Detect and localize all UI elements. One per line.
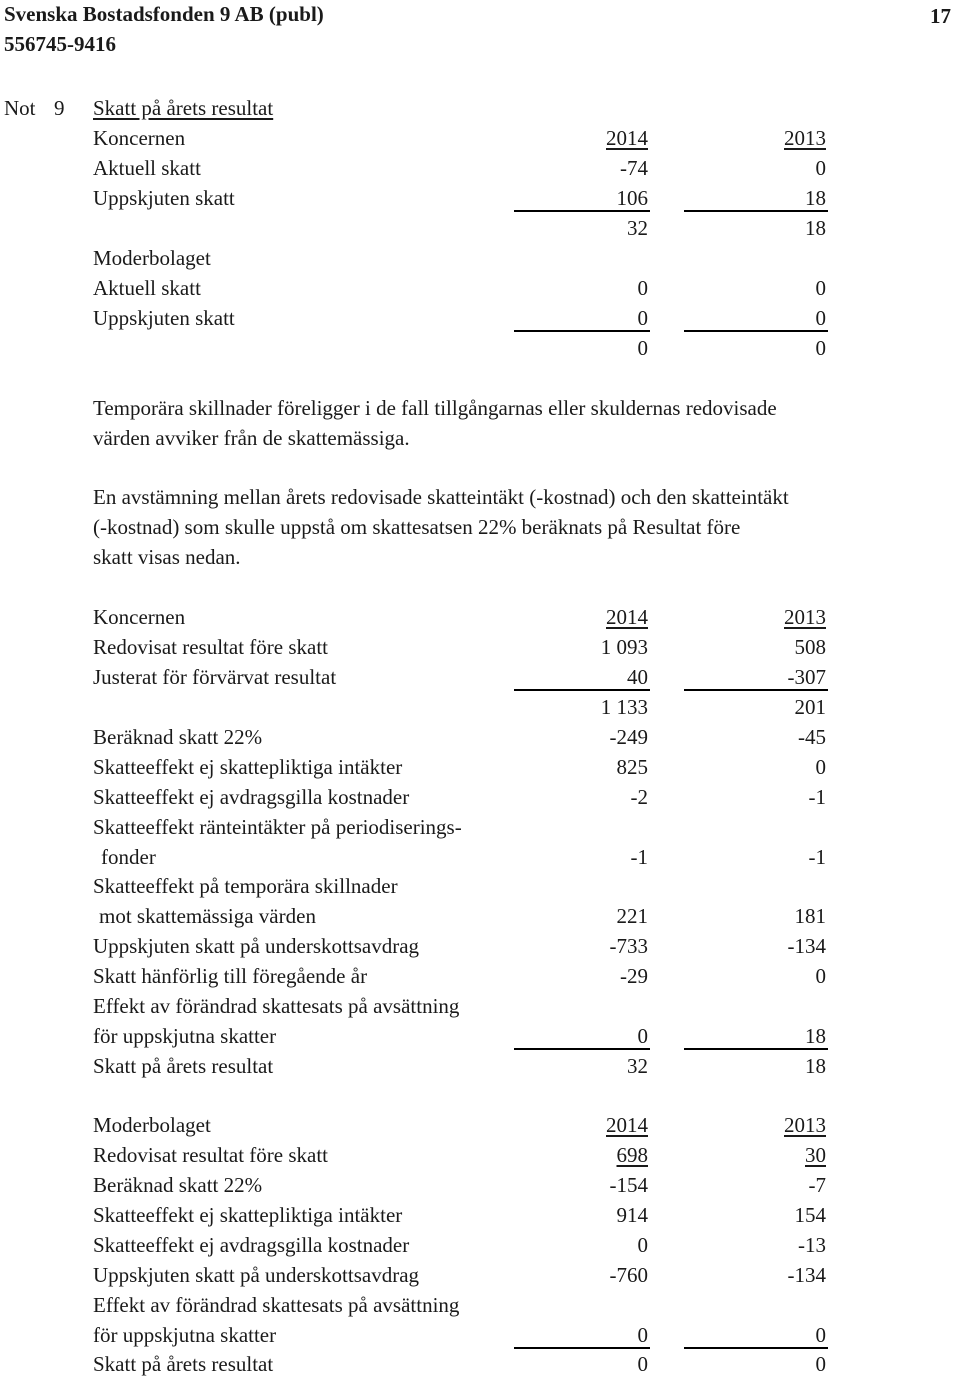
row-label: Beräknad skatt 22%	[93, 1173, 263, 1197]
sum-rule	[514, 1347, 650, 1349]
paragraph-line: Temporära skillnader föreligger i de fall tillgångarnas eller skuldernas redovisade	[93, 396, 777, 420]
column-header-2014: 2014	[606, 1113, 648, 1137]
value-2014: -29	[620, 964, 648, 988]
row-label: Uppskjuten skatt på underskottsavdrag	[93, 1263, 420, 1287]
value-2014: 40	[627, 665, 648, 689]
row-label: Effekt av förändrad skattesats på avsättning	[93, 994, 460, 1018]
value-2013: 0	[815, 156, 826, 180]
value-2014: 221	[616, 904, 648, 928]
total-2014: 32	[627, 216, 648, 240]
column-header-2013: 2013	[784, 126, 826, 150]
value-2013: -13	[798, 1233, 826, 1257]
section-heading: Moderbolaget	[93, 246, 211, 270]
value-2014: 825	[616, 755, 648, 779]
value-2014: 1 093	[600, 635, 648, 659]
value-2014: 106	[616, 186, 648, 210]
column-header-2013: 2013	[784, 605, 826, 629]
value-2013: 181	[794, 904, 826, 928]
value-2013: -1	[808, 845, 826, 869]
total-2013: 0	[815, 336, 826, 360]
note-label: Not	[4, 96, 36, 120]
total-2014: 0	[637, 336, 648, 360]
total-2013: 0	[815, 1352, 826, 1376]
value-2014: -74	[620, 156, 648, 180]
value-2014: -2	[630, 785, 648, 809]
value-2014: -249	[609, 725, 648, 749]
paragraph-line: värden avviker från de skattemässiga.	[93, 426, 410, 450]
row-label: Skatt på årets resultat	[93, 1054, 274, 1078]
value-2013: 18	[805, 1024, 826, 1048]
subtotal-2014: 1 133	[600, 695, 648, 719]
value-2014: 0	[637, 1024, 648, 1048]
column-header-2014: 2014	[606, 605, 648, 629]
row-label: Aktuell skatt	[93, 156, 201, 180]
value-2014: 698	[616, 1143, 648, 1167]
row-label: Skatteeffekt ej skattepliktiga intäkter	[93, 755, 403, 779]
value-2013: -1	[808, 785, 826, 809]
value-2013: -7	[808, 1173, 826, 1197]
row-label: Uppskjuten skatt	[93, 186, 235, 210]
value-2013: 154	[794, 1203, 826, 1227]
value-2013: -307	[787, 665, 826, 689]
value-2014: 0	[637, 1233, 648, 1257]
row-label: Redovisat resultat före skatt	[93, 635, 329, 659]
column-header-2014: 2014	[606, 126, 648, 150]
row-label: för uppskjutna skatter	[93, 1024, 277, 1048]
row-label: Effekt av förändrad skattesats på avsättning	[93, 1293, 460, 1317]
section-heading: Koncernen	[93, 605, 186, 629]
value-2014: -154	[609, 1173, 648, 1197]
row-label: Skatteeffekt ej avdragsgilla kostnader	[93, 785, 410, 809]
sum-rule	[684, 330, 828, 332]
sum-rule	[514, 210, 650, 212]
value-2013: 0	[815, 1323, 826, 1347]
column-header-2013: 2013	[784, 1113, 826, 1137]
row-label: Beräknad skatt 22%	[93, 725, 263, 749]
row-label: mot skattemässiga värden	[99, 904, 316, 928]
row-label: Skatteeffekt på temporära skillnader	[93, 874, 398, 898]
subtotal-2013: 201	[794, 695, 826, 719]
note-title: Skatt på årets resultat	[93, 96, 274, 120]
sum-rule	[514, 1048, 650, 1050]
row-label: Skatteeffekt ränteintäkter på periodiserings-	[93, 815, 462, 839]
paragraph-line: (-kostnad) som skulle uppstå om skattesatsen 22% beräknats på Resultat före	[93, 515, 741, 539]
sum-rule	[514, 689, 650, 691]
total-2013: 18	[805, 216, 826, 240]
row-label: för uppskjutna skatter	[93, 1323, 277, 1347]
row-label: Skatt hänförlig till föregående år	[93, 964, 368, 988]
sum-rule	[514, 330, 650, 332]
sum-rule	[684, 1347, 828, 1349]
row-label: fonder	[101, 845, 156, 869]
section-heading: Koncernen	[93, 126, 186, 150]
value-2013: 0	[815, 306, 826, 330]
value-2013: -45	[798, 725, 826, 749]
value-2014: -733	[609, 934, 648, 958]
row-label: Redovisat resultat före skatt	[93, 1143, 329, 1167]
total-2013: 18	[805, 1054, 826, 1078]
row-label: Skatteeffekt ej avdragsgilla kostnader	[93, 1233, 410, 1257]
value-2014: -760	[609, 1263, 648, 1287]
row-label: Aktuell skatt	[93, 276, 201, 300]
total-2014: 0	[637, 1352, 648, 1376]
value-2014: 0	[637, 306, 648, 330]
paragraph-line: En avstämning mellan årets redovisade skatteintäkt (-kostnad) och den skatteintäkt	[93, 485, 789, 509]
value-2013: 0	[815, 276, 826, 300]
value-2013: 0	[815, 964, 826, 988]
paragraph-line: skatt visas nedan.	[93, 545, 241, 569]
row-label: Justerat för förvärvat resultat	[93, 665, 337, 689]
value-2013: 508	[794, 635, 826, 659]
org-number: 556745-9416	[4, 32, 116, 56]
value-2013: -134	[787, 934, 826, 958]
value-2013: 30	[805, 1143, 826, 1167]
row-label: Skatteeffekt ej skattepliktiga intäkter	[93, 1203, 403, 1227]
value-2014: -1	[630, 845, 648, 869]
section-heading: Moderbolaget	[93, 1113, 211, 1137]
company-name: Svenska Bostadsfonden 9 AB (publ)	[4, 2, 324, 26]
note-number: 9	[54, 96, 65, 120]
value-2013: -134	[787, 1263, 826, 1287]
value-2013: 0	[815, 755, 826, 779]
page-number: 17	[930, 4, 951, 28]
total-2014: 32	[627, 1054, 648, 1078]
row-label: Uppskjuten skatt	[93, 306, 235, 330]
value-2014: 914	[616, 1203, 648, 1227]
row-label: Skatt på årets resultat	[93, 1352, 274, 1376]
value-2014: 0	[637, 1323, 648, 1347]
row-label: Uppskjuten skatt på underskottsavdrag	[93, 934, 420, 958]
value-2013: 18	[805, 186, 826, 210]
sum-rule	[684, 689, 828, 691]
value-2014: 0	[637, 276, 648, 300]
sum-rule	[684, 1048, 828, 1050]
sum-rule	[684, 210, 828, 212]
